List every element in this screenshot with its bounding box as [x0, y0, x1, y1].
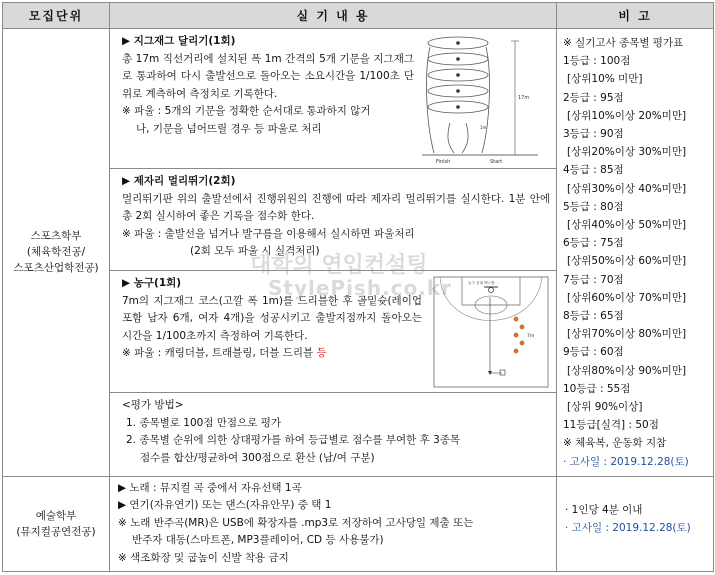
basketball-title: ▶ 농구(1회) [122, 277, 182, 289]
grade-table-heading: ※ 실기고사 종목별 평가표 [563, 37, 684, 49]
sports-exam-date: · 고사일 : 2019.12.28(토) [563, 455, 689, 468]
grade-4: 4등급 : 85점 [563, 164, 624, 177]
basketball-foul-etc: 등 [316, 347, 327, 359]
grade-1-range: [상위10% 미만] [567, 73, 643, 86]
sports-content-cell [110, 29, 557, 477]
sports-unit-line-2: (체육학전공/ [26, 246, 86, 259]
header-row [3, 3, 714, 29]
arts-mr-line-1: ※ 노래 반주곡(MR)은 USB에 확장자를 .mp3로 저장하여 고사당일 제출 또는 [118, 516, 474, 529]
basketball-foul-line [122, 345, 422, 363]
sports-row [3, 29, 714, 477]
zigzag-distance-label: 17m [518, 95, 530, 101]
grade-3: 3등급 : 90점 [563, 128, 624, 141]
sports-note-cell [557, 29, 714, 477]
grade-4-range: [상위30%이상 40%미만] [567, 182, 687, 195]
sports-unit-line-1: 스포츠학부 [30, 230, 82, 243]
basketball-description: 7m의 지그재그 코스(고깔 폭 1m)를 드리블한 후 골밑슛(레이업 포함 남자 6개, 여자 4개)을 성공시키고 출발지점까지 돌아오는 시간을 1/100초까지 측정하여 기록한다. [122, 294, 422, 342]
arts-exam-date: · 고사일 : 2019.12.28(토) [565, 521, 691, 534]
arts-makeup-line: ※ 색조화장 및 굽높이 신발 착용 금지 [118, 551, 289, 564]
basketball-distance-label: 7m [527, 334, 535, 339]
zigzag-foul-line-2: 나, 기문을 넘어뜨릴 경우 등 파울로 처리 [136, 122, 322, 135]
evaluation-title: <평가 방법> [122, 399, 184, 411]
zigzag-gap-label: 1m [480, 125, 487, 130]
basketball-foul-text: ※ 파울 : 캐링더블, 트래블링, 더블 드리블 [122, 347, 317, 359]
basketball-hoop-label: 농구 골대 백스톱 [468, 281, 495, 285]
zigzag-title: ▶ 지그재그 달리기(1회) [122, 35, 236, 47]
zigzag-foul-line-1: ※ 파울 : 5개의 기문을 정확한 순서대로 통과하지 않거 [122, 105, 371, 117]
grade-10-range: [상위 90%이상] [567, 401, 643, 414]
grade-9: 9등급 : 60점 [563, 346, 624, 359]
zigzag-start-label: Start [490, 159, 503, 165]
admission-practical-exam-table [2, 2, 714, 572]
grade-6: 6등급 : 75점 [563, 237, 624, 250]
grade-7-range: [상위60%이상 70%미만] [567, 291, 687, 304]
evaluation-section [110, 393, 556, 473]
arts-duration: · 1인당 4분 이내 [565, 503, 643, 516]
watermark-url: StylePish.co.kr [268, 276, 453, 300]
evaluation-item-2-line-1: 2. 종목별 순위에 의한 상대평가를 하여 등급별로 점수를 부여한 후 3종목 [126, 434, 461, 446]
evaluation-item-1: 1. 종목별로 100점 만점으로 평가 [126, 416, 281, 429]
zigzag-course-diagram [420, 33, 550, 165]
attire-note: ※ 체육복, 운동화 지참 [563, 437, 667, 450]
jump-foul-line-1: ※ 파울 : 출발선을 넘거나 발구름을 이용해서 실시하면 파울처리 [122, 227, 415, 240]
arts-row [3, 476, 714, 571]
arts-unit-cell [3, 476, 110, 571]
zigzag-section [110, 29, 556, 169]
grade-5-range: [상위40%이상 50%미만] [567, 219, 687, 232]
grade-2-range: [상위10%이상 20%미만] [567, 109, 687, 122]
jump-title: ▶ 제자리 멀리뛰기(2회) [122, 175, 236, 187]
zigzag-finish-label: Finish [436, 159, 451, 165]
jump-foul-line-2: (2회 모두 파울 시 실격처리) [190, 245, 320, 257]
arts-song-line: ▶ 노래 : 뮤지컬 곡 중에서 자유선택 1곡 [118, 481, 302, 494]
grade-8-range: [상위70%이상 80%미만] [567, 328, 687, 341]
arts-unit-line-2: (뮤지컬공연전공) [16, 525, 96, 538]
grade-7: 7등급 : 70점 [563, 273, 624, 286]
grade-11: 11등급[실격] : 50점 [563, 419, 659, 432]
evaluation-item-2-line-2: 점수를 합산/평균하여 300점으로 환산 (남/여 구분) [140, 451, 375, 464]
header-content: 실 기 내 용 [110, 3, 557, 29]
arts-content-cell [110, 476, 557, 571]
grade-5: 5등급 : 80점 [563, 200, 624, 213]
jump-section [110, 169, 556, 271]
sports-unit-cell [3, 29, 110, 477]
grade-10: 10등급 : 55점 [563, 382, 631, 395]
jump-description: 멀리뛰기판 위의 출발선에서 진행위원의 진행에 따라 제자리 멀리뛰기를 실시한다. 1분 안에 총 2회 실시하여 좋은 기록을 점수화 한다. [122, 192, 550, 222]
grade-8: 8등급 : 65점 [563, 310, 624, 323]
grade-2: 2등급 : 95점 [563, 91, 624, 104]
basketball-section [110, 271, 556, 393]
header-unit: 모집단위 [3, 3, 110, 29]
grade-9-range: [상위80%이상 90%미만] [567, 364, 687, 377]
basketball-course-diagram [432, 275, 550, 389]
arts-unit-line-1: 예술학부 [35, 509, 77, 522]
grade-1: 1등급 : 100점 [563, 55, 631, 68]
arts-mr-line-2: 반주자 대동(스마트폰, MP3플레이어, CD 등 사용불가) [132, 534, 384, 547]
watermark-korean: 대학의 연입컨설팅 [250, 253, 428, 278]
header-note: 비 고 [557, 3, 714, 29]
sports-unit-line-3: 스포츠산업학전공) [13, 262, 99, 275]
arts-note-cell [557, 476, 714, 571]
grade-3-range: [상위20%이상 30%미만] [567, 146, 687, 159]
arts-acting-line: ▶ 연기(자유연기) 또는 댄스(자유안무) 중 택 1 [118, 499, 332, 512]
grade-6-range: [상위50%이상 60%미만] [567, 255, 687, 268]
zigzag-description: 총 17m 직선거리에 설치된 폭 1m 간격의 5개 기문을 지그재그로 통과하여 다시 출발선으로 돌아오는 소요시간을 1/100초 단위로 계측하여 측정치로 기록한다. [122, 52, 414, 100]
